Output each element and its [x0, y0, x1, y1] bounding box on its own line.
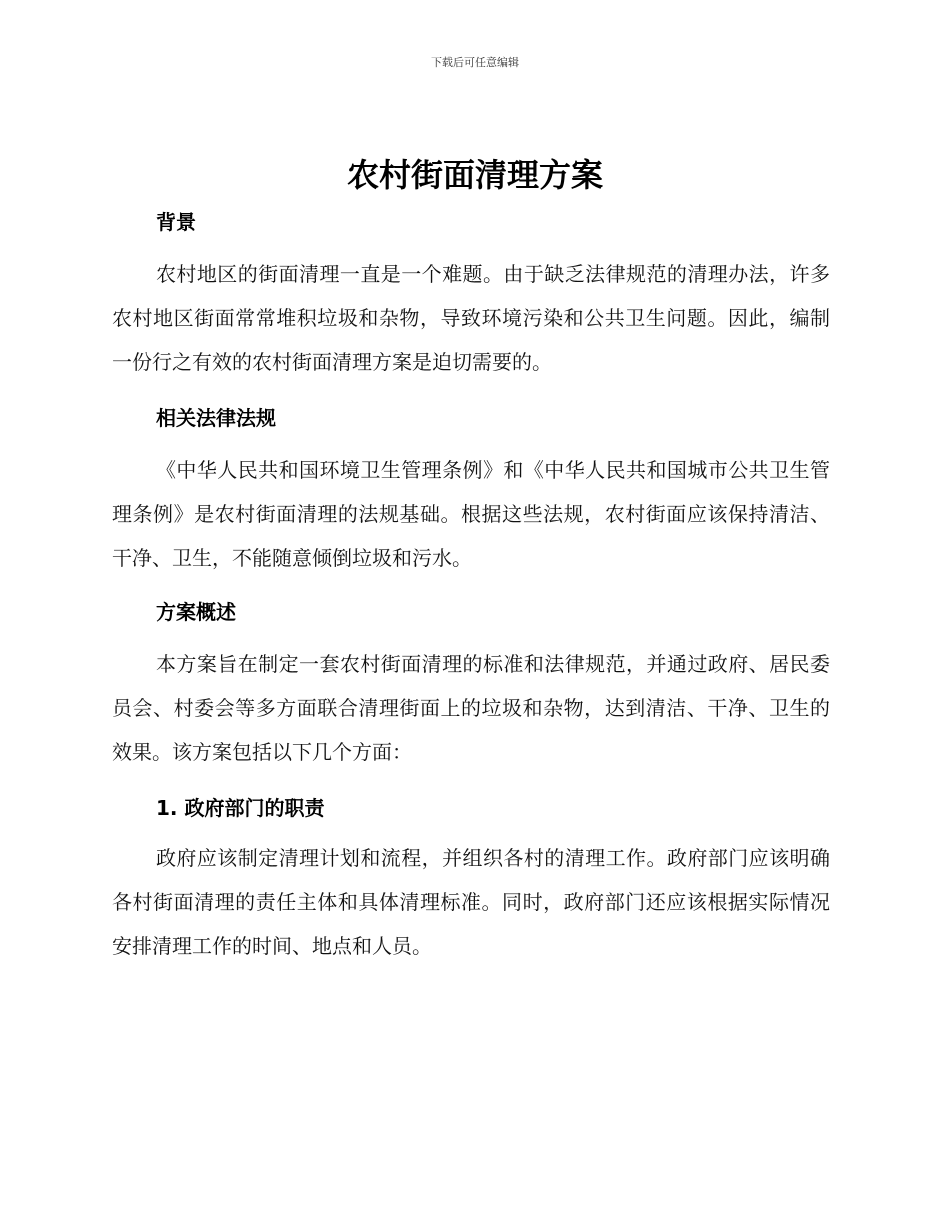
document-title: 农村街面清理方案: [346, 156, 603, 194]
section-heading-overview: 方案概述: [156, 600, 236, 624]
section-body-background: 农村地区的街面清理一直是一个难题。由于缺乏法律规范的清理办法，许多农村地区街面常常堆积垃圾和杂物，导致环境污染和公共卫生问题。因此，编制一份行之有效的农村街面清理方案是迫切需要的。: [112, 262, 830, 374]
section-heading-government-duties: 1. 政府部门的职责: [156, 796, 325, 820]
section-heading-laws: 相关法律法规: [156, 406, 276, 430]
section-body-overview: 本方案旨在制定一套农村街面清理的标准和法律规范，并通过政府、居民委员会、村委会等多方面联合清理街面上的垃圾和杂物，达到清洁、干净、卫生的效果。该方案包括以下几个方面：: [112, 652, 830, 764]
section-body-laws: 《中华人民共和国环境卫生管理条例》和《中华人民共和国城市公共卫生管理条例》是农村街面清理的法规基础。根据这些法规，农村街面应该保持清洁、干净、卫生，不能随意倾倒垃圾和污水。: [112, 458, 830, 570]
section-heading-background: 背景: [156, 210, 196, 234]
page-header: 下载后可任意编辑: [431, 56, 519, 69]
section-body-government-duties: 政府应该制定清理计划和流程，并组织各村的清理工作。政府部门应该明确各村街面清理的责任主体和具体清理标准。同时，政府部门还应该根据实际情况安排清理工作的时间、地点和人员。: [112, 846, 830, 958]
